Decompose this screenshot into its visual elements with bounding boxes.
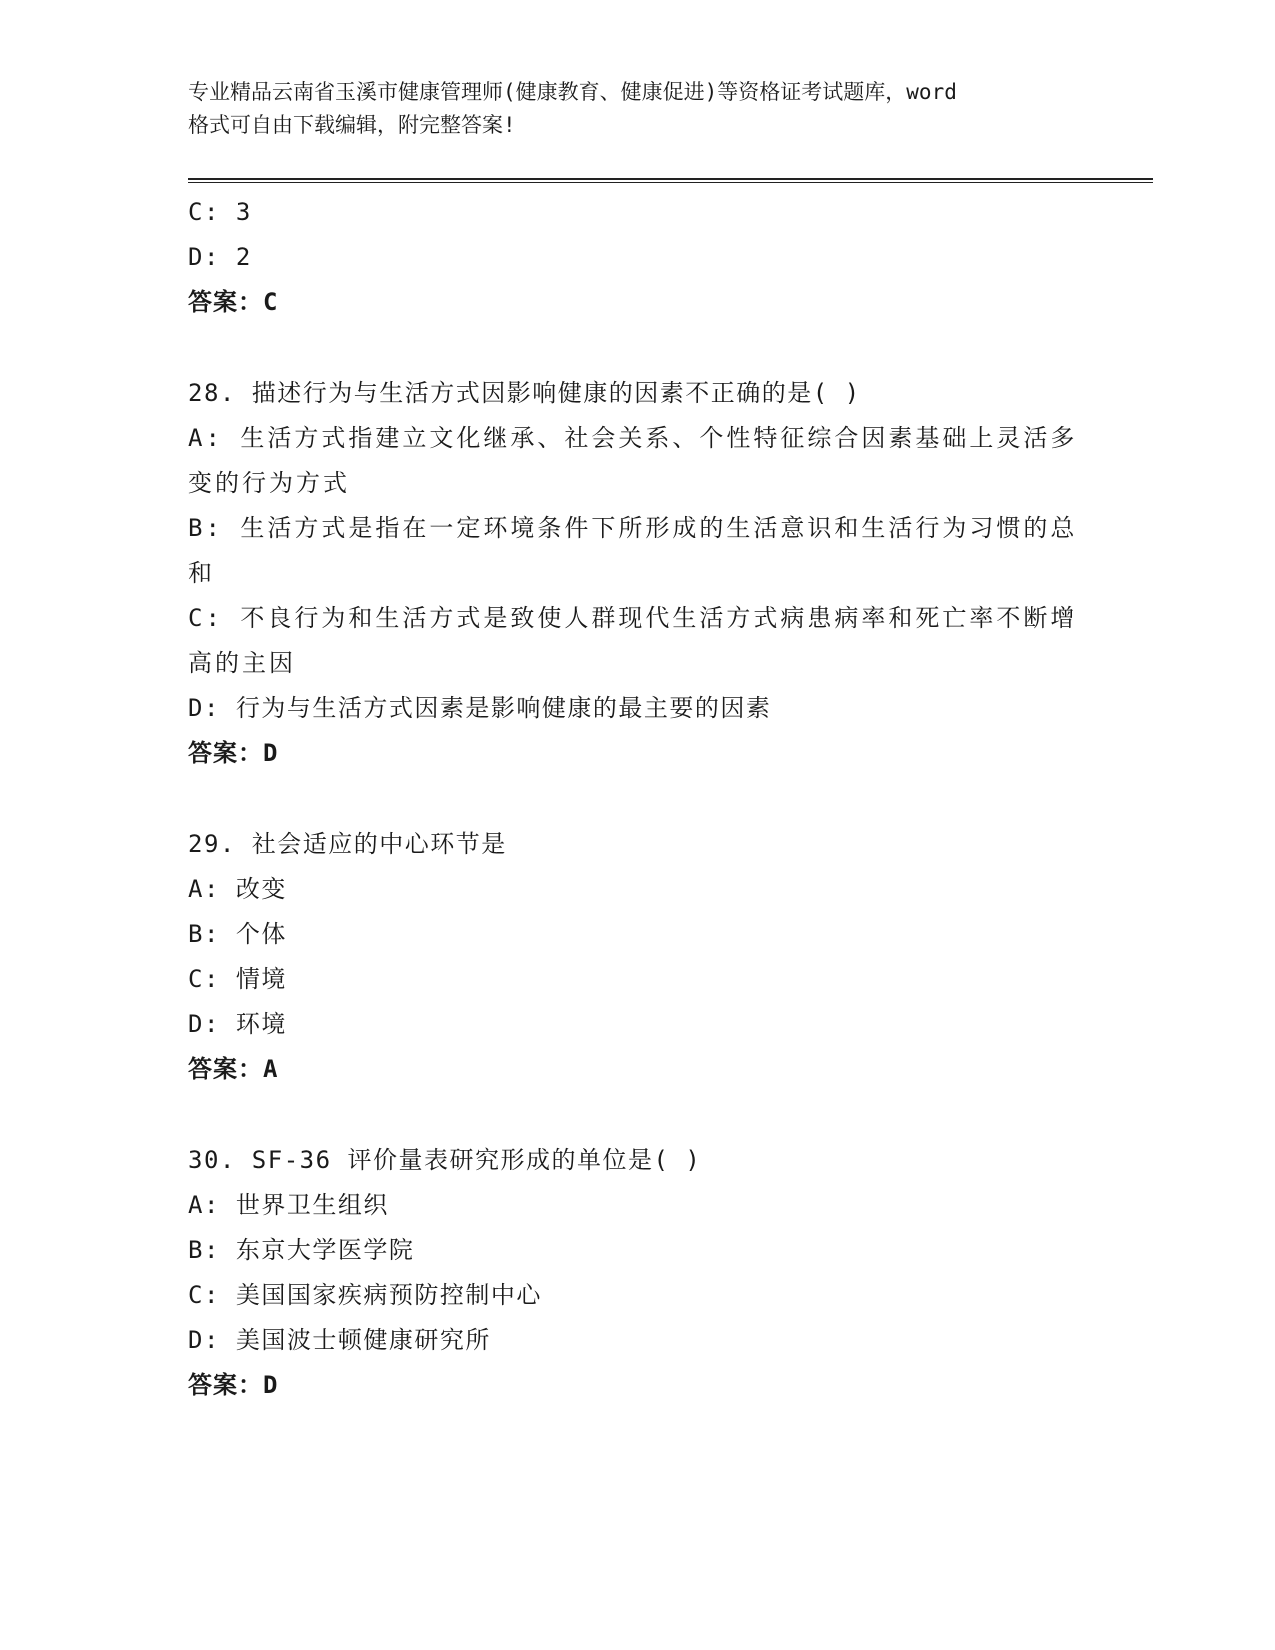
question-stem: 29. 社会适应的中心环节是 bbox=[188, 830, 507, 858]
option-a: A: 世界卫生组织 bbox=[188, 1191, 389, 1219]
question-list bbox=[188, 190, 1088, 1408]
option-b: B: 东京大学医学院 bbox=[188, 1236, 415, 1264]
header-line-2: 格式可自由下载编辑，附完整答案! bbox=[188, 113, 516, 137]
question-stem: 30. SF-36 评价量表研究形成的单位是( ) bbox=[188, 1146, 702, 1174]
answer: 答案：C bbox=[188, 288, 279, 316]
option-c: C: 情境 bbox=[188, 965, 287, 993]
answer: 答案：D bbox=[188, 739, 279, 767]
previous-question-tail bbox=[188, 190, 1088, 325]
option-d: D: 2 bbox=[188, 243, 252, 271]
answer: 答案：A bbox=[188, 1055, 279, 1083]
option-c: C: 不良行为和生活方式是致使人群现代生活方式病患病率和死亡率不断增高的主因 bbox=[188, 604, 1078, 677]
option-c: C: 美国国家疾病预防控制中心 bbox=[188, 1281, 542, 1309]
header-line-1: 专业精品云南省玉溪市健康管理师(健康教育、健康促进)等资格证考试题库，word bbox=[188, 80, 957, 104]
question-stem: 28. 描述行为与生活方式因影响健康的因素不正确的是( ) bbox=[188, 379, 861, 407]
question-28 bbox=[188, 371, 1088, 776]
header-divider bbox=[188, 178, 1153, 183]
option-c: C: 3 bbox=[188, 198, 252, 226]
option-a: A: 生活方式指建立文化继承、社会关系、个性特征综合因素基础上灵活多变的行为方式 bbox=[188, 424, 1078, 497]
answer: 答案：D bbox=[188, 1371, 279, 1399]
question-30 bbox=[188, 1138, 1088, 1408]
option-a: A: 改变 bbox=[188, 875, 287, 903]
document-header bbox=[188, 76, 1088, 142]
option-d: D: 美国波士顿健康研究所 bbox=[188, 1326, 491, 1354]
question-29 bbox=[188, 822, 1088, 1092]
option-b: B: 生活方式是指在一定环境条件下所形成的生活意识和生活行为习惯的总和 bbox=[188, 514, 1078, 587]
option-d: D: 行为与生活方式因素是影响健康的最主要的因素 bbox=[188, 694, 772, 722]
option-d: D: 环境 bbox=[188, 1010, 287, 1038]
option-b: B: 个体 bbox=[188, 920, 287, 948]
